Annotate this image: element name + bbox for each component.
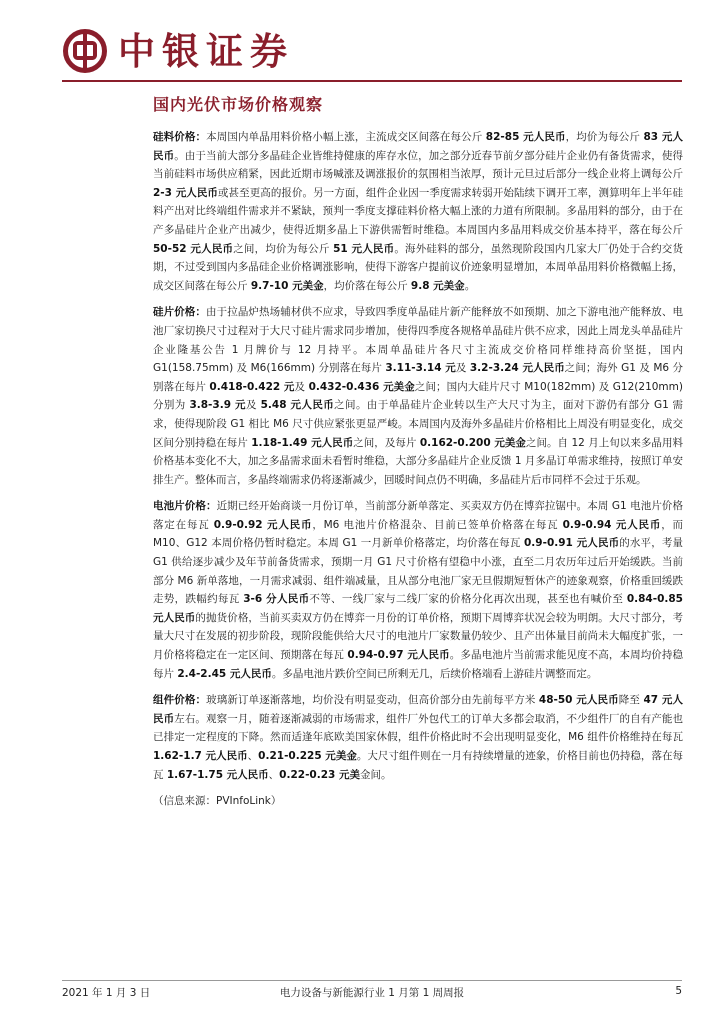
paragraph-text: 由于拉晶炉热场辅材供不应求，导致四季度单晶硅片新产能释放不如预期、加之下游电池产能释放、电池厂家切换尺寸过程对于大尺寸硅片需求同步增加，使得四季度各规格单晶硅片供不应求，因此上周龙头单晶硅片企业隆基公告 1 月牌价与 12 月持平。本周单晶硅片各尺寸主流成交价格同样维持高价坚挺，国内 G1(158.75mm) 及 M6(166mm) 分别落在每片 bbox=[153, 306, 684, 375]
price-value: 0.9-0.94 元人民币 bbox=[562, 518, 662, 531]
section-title: 国内光伏市场价格观察 bbox=[153, 95, 324, 114]
paragraph-text: 、 bbox=[268, 768, 280, 781]
price-value: 47 元人民币 bbox=[153, 694, 683, 725]
paragraph-text: ，均价为每公斤 bbox=[565, 131, 644, 143]
price-value: 3.2-3.24 元人民币 bbox=[469, 362, 565, 375]
price-value: 1.67-1.75 元人民币 bbox=[166, 768, 269, 781]
paragraph-text: 。多晶电池片当前需求能见度不高，本周均价持稳每片 bbox=[153, 649, 684, 680]
price-value: 0.22-0.23 元美 bbox=[279, 768, 360, 781]
paragraph-text: 。海外硅料的部分，虽然现阶段国内几家大厂仍处于合约交货期，不过受到国内多晶硅企业价格调涨影响，使得下游客户提前议价迹象明显增加，本周单晶用料价格微幅上扬，成交区间落在每公斤 bbox=[153, 242, 683, 292]
paragraph-text: 及 bbox=[455, 362, 470, 375]
price-value: 0.84-0.85 元人民币 bbox=[153, 593, 683, 624]
paragraph-list bbox=[153, 128, 683, 784]
page-header bbox=[62, 26, 682, 76]
price-value: 0.162-0.200 元美金 bbox=[419, 436, 526, 449]
paragraph-text: 的水平，考量 G1 供给逐步减少及年节前备货需求，预期一月 G1 尺寸价格有望稳中小涨，直至二月农历年过后开始缓跌。当前部分 M6 新单落地，一月需求减弱、组件端减量，且从部分电池厂家无旦假期短暂休产的迹象观察，价格重回缓跌走势，跌幅约每瓦 bbox=[153, 537, 683, 606]
page-number: 5 bbox=[675, 985, 682, 997]
paragraph-text: ，而 M10、G12 本周价格仍暂时稳定。本周 G1 一月新单价格落定，均价落在每瓦 bbox=[153, 518, 683, 550]
price-value: 0.94-0.97 元人民币 bbox=[347, 649, 450, 662]
footer-divider bbox=[62, 980, 682, 981]
paragraph-lead: 电池片价格： bbox=[153, 500, 217, 513]
price-value: 9.8 元美金 bbox=[410, 279, 465, 292]
paragraph-text: 不等、一线厂家与二线厂家的价格分化再次出现，甚至也有喊价至 bbox=[309, 593, 627, 606]
paragraph-text: 之间；国内大硅片尺寸 M10(182mm) 及 G12(210mm) 分别为 bbox=[153, 380, 683, 412]
paragraph-text: 近期已经开始商谈一月份订单，当前部分新单落定、买卖双方仍在博弈拉锯中。本周 G1 电池片价格落定在每瓦 bbox=[153, 500, 684, 531]
silicon-material-paragraph bbox=[153, 128, 683, 295]
paragraph-text: 或甚至更高的报价。另一方面，组件企业因一季度需求转弱开始陆续下调开工率，测算明年上半年硅料产出对比终端组件需求并不紧缺，预判一季度支撑硅料价格大幅上涨的力道有所限制。多晶用料的部分，由于在产多晶硅片企业产出减少，使得近期多晶上下游供需暂时维稳。本周国内多晶用料成交价基本持平，落在每公斤 bbox=[153, 186, 683, 236]
price-value: 0.9-0.92 元人民币 bbox=[213, 518, 313, 531]
price-value: 0.21-0.225 元美金 bbox=[258, 750, 357, 762]
price-value: 83 元人民币 bbox=[153, 131, 683, 162]
price-value: 0.432-0.436 元美金 bbox=[308, 380, 415, 393]
paragraph-text: 。大尺寸组件则在一月有持续增量的迹象，价格目前也仍持稳，落在每瓦 bbox=[153, 750, 683, 781]
source-note: （信息来源：PVInfoLink） bbox=[153, 795, 282, 808]
cell-paragraph bbox=[153, 497, 683, 683]
paragraph-text: 左右。观察一月，随着逐渐减弱的市场需求，组件厂外包代工的订单大多都会取消，不少组件厂的自有产能也已排定一定程度的下降。然而适逢年底欧美国家休假，组件价格此时不会出现明显变化，M6 组件价格维持在每瓦 bbox=[153, 712, 684, 744]
paragraph-text: 降至 bbox=[618, 694, 644, 707]
brand-name: 中银证券 bbox=[118, 29, 294, 73]
price-value: 3.8-3.9 元 bbox=[189, 399, 246, 412]
price-value: 50-52 元人民币 bbox=[153, 242, 234, 255]
wafer-paragraph bbox=[153, 303, 683, 489]
paragraph-text: 。由于当前大部分多晶硅企业皆维持健康的库存水位，加之部分近春节前夕部分硅片企业仍有备货需求，使得当前硅料市场供应稍紧，因此近期市场喊涨及调涨报价的氛围相当浓厚，预计元旦过后部分一线企业将上调每公斤 bbox=[153, 149, 684, 181]
price-value: 9.7-10 元美金 bbox=[250, 279, 324, 292]
paragraph-text: 之间，及每片 bbox=[353, 436, 420, 449]
paragraph-text: 、 bbox=[247, 750, 259, 762]
paragraph-text: 之间；海外 G1 及 M6 分别落在每片 bbox=[153, 362, 683, 393]
price-value: 2-3 元人民币 bbox=[153, 186, 218, 199]
price-value: 3-6 分人民币 bbox=[243, 593, 310, 606]
paragraph-text: 本周国内单晶用料价格小幅上涨，主流成交区间落在每公斤 bbox=[206, 131, 486, 143]
paragraph-text: 之间。自 12 月上旬以来多晶用料价格基本变化不大，加之多晶需求面未看暂时维稳，大部分多晶硅片企业反馈 1 月多晶订单需求维持，按照订单安排生产。整体而言，多晶终端需求仍将逐渐减少，回暖时间点仍不明确，多晶硅片后市同样不会过于乐观。 bbox=[153, 436, 683, 486]
price-value: 0.418-0.422 元 bbox=[209, 380, 295, 393]
paragraph-lead: 组件价格： bbox=[153, 694, 207, 707]
paragraph-text: 及 bbox=[294, 380, 309, 393]
price-value: 3.11-3.14 元 bbox=[385, 362, 456, 375]
price-value: 48-50 元人民币 bbox=[538, 694, 619, 707]
paragraph-text: 。多晶电池片跌价空间已所剩无几，后续价格端看上游硅片调整而定。 bbox=[271, 667, 598, 680]
paragraph-text: ，均价落在每公斤 bbox=[323, 279, 411, 292]
paragraph-lead: 硅料价格： bbox=[153, 131, 207, 143]
price-value: 0.9-0.91 元人民币 bbox=[523, 537, 620, 550]
header-divider bbox=[62, 80, 682, 82]
price-value: 2.4-2.45 元人民币 bbox=[177, 667, 272, 680]
report-date: 2021 年 1 月 3 日 bbox=[62, 987, 151, 999]
price-value: 5.48 元人民币 bbox=[260, 399, 335, 412]
bank-of-china-logo-icon bbox=[62, 28, 108, 74]
paragraph-text: 之间。由于单晶硅片企业转以生产大尺寸为主，面对下游仍有部分 G1 需求，使得现阶段 G1 相比 M6 尺寸供应紧张更显严峻。本周国内及海外多晶硅片价格相比上周没有明显变化，成交区间分别持稳在每片 bbox=[153, 399, 683, 449]
report-title: 电力设备与新能源行业 1 月第 1 周周报 bbox=[279, 987, 465, 999]
module-paragraph bbox=[153, 691, 683, 784]
paragraph-text: ，M6 电池片价格混杂、目前已签单价格落在每瓦 bbox=[312, 518, 563, 531]
price-value: 1.62-1.7 元人民币 bbox=[153, 750, 248, 762]
paragraph-text: 。 bbox=[464, 279, 476, 292]
paragraph-text: 玻璃新订单逐渐落地，均价没有明显变动，但高价部分由先前每平方米 bbox=[206, 694, 539, 707]
paragraph-text: 金间。 bbox=[360, 768, 392, 781]
price-value: 51 元人民币 bbox=[333, 242, 395, 255]
paragraph-text: 及 bbox=[245, 399, 261, 412]
paragraph-text: 之间，均价为每公斤 bbox=[233, 242, 334, 255]
price-value: 1.18-1.49 元人民币 bbox=[251, 436, 354, 449]
price-value: 82-85 元人民币 bbox=[485, 131, 566, 143]
report-body bbox=[153, 128, 683, 810]
paragraph-lead: 硅片价格： bbox=[153, 306, 207, 319]
paragraph-text: 的抛货价格，当前买卖双方仍在博弈一月份的订单价格，预期下周博弈状况会较为明朗。大尺寸部分，考量大尺寸在发展的初步阶段，现阶段能供给大尺寸的电池片厂家数量仍较少、且产出体量目前尚未大幅度扩张，一月价格将稳定在一定区间、预期落在每瓦 bbox=[153, 611, 684, 662]
